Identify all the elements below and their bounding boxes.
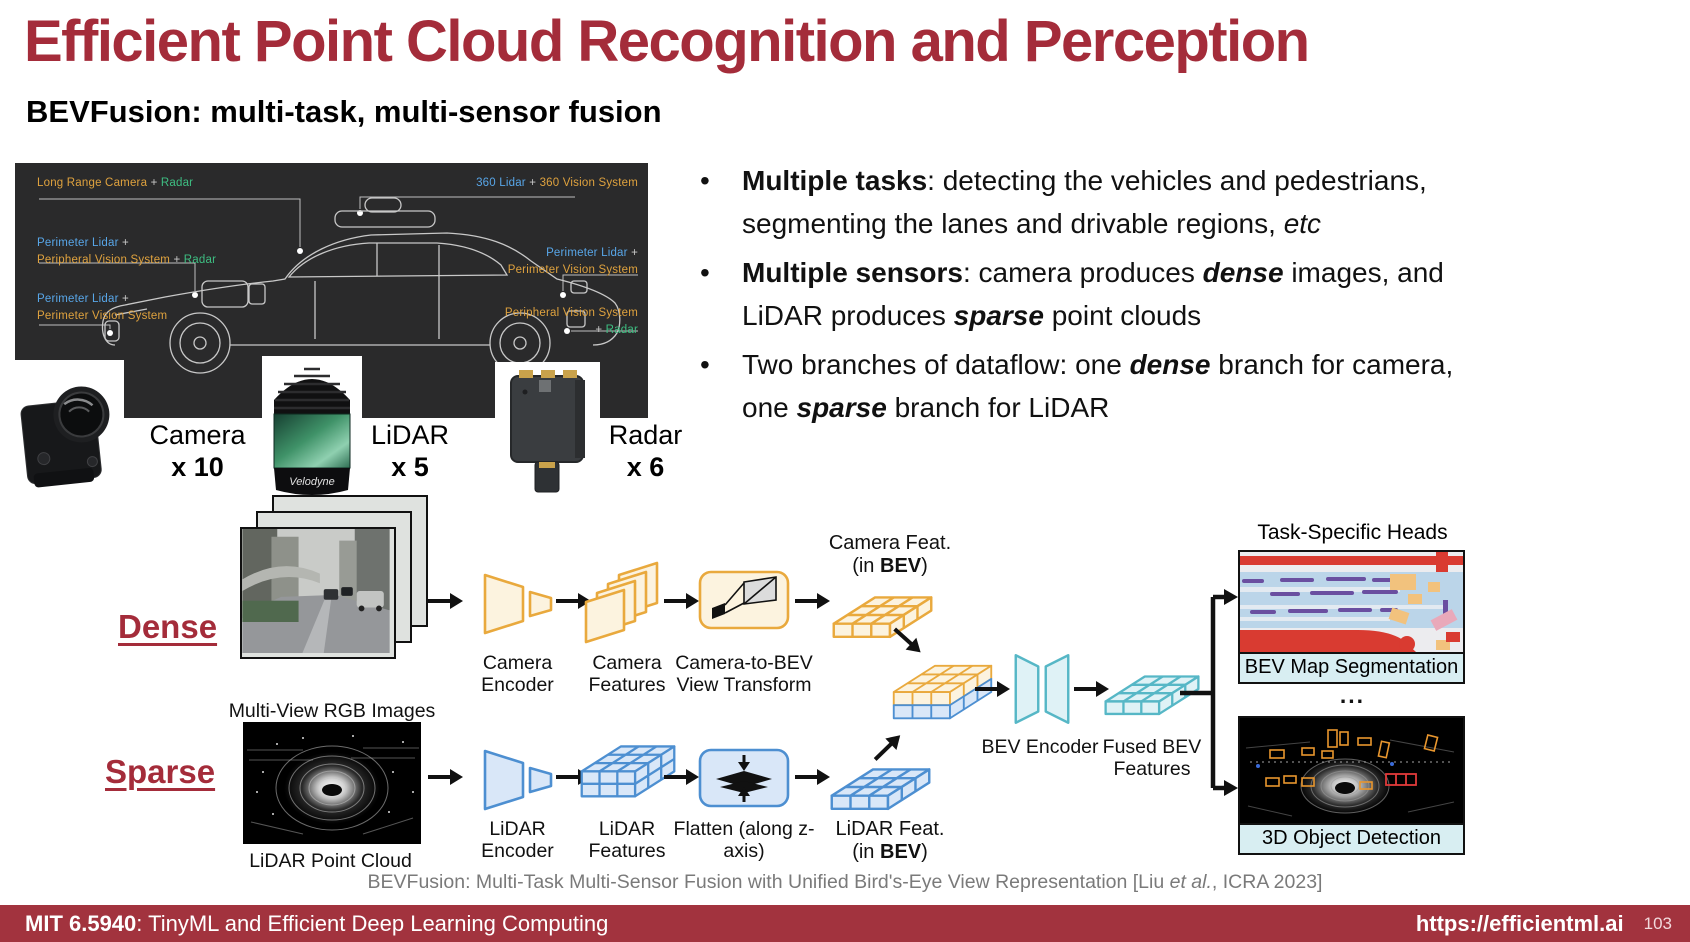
- bullet-marker: •: [700, 349, 710, 381]
- sparse-branch-label: Sparse: [105, 753, 216, 790]
- lidar-cloud-caption: LiDAR Point Cloud: [249, 850, 412, 872]
- footer-course: MIT 6.5940: TinyML and Efficient Deep Learning Computing: [25, 910, 609, 936]
- radar-label: [598, 420, 693, 484]
- lidar-brand: Velodyne: [289, 476, 335, 488]
- arrow-to-lidar-feat-bev: [795, 768, 831, 786]
- bullet-multiple-sensors: • Multiple sensors: camera produces dense images, and LiDAR produces sparse point clouds: [700, 252, 1460, 337]
- sensor-dots: [107, 210, 570, 336]
- car-label-perimeter-lidar-front: Perimeter Lidar + Perimeter Vision System: [37, 293, 168, 322]
- lidar-feat-bev-label: LiDAR Feat. (in BEV): [835, 818, 945, 863]
- flatten-icon: [698, 748, 790, 808]
- car-label-perimeter-lidar-rear: Perimeter Lidar + Perimeter Vision System: [507, 247, 638, 276]
- merged-bev-features-icon: [890, 652, 995, 747]
- lidar-features-icon: [578, 734, 678, 823]
- object-detection-caption: 3D Object Detection: [1240, 823, 1463, 853]
- task-heads-bracket: [1180, 555, 1242, 805]
- fused-features-caption: Fused BEV Features: [1102, 736, 1202, 781]
- lidar-encoder-icon: [482, 748, 554, 812]
- flatten-caption: Flatten (along z-axis): [673, 818, 815, 863]
- bev-map-segmentation-image: [1240, 552, 1463, 652]
- object-detection-panel: [1238, 716, 1465, 855]
- camera-feat-bev-label: Camera Feat. (in BEV): [828, 532, 952, 577]
- footer-bar: [0, 905, 1690, 942]
- citation: BEVFusion: Multi-Task Multi-Sensor Fusion with Unified Bird's-Eye View Representation [Liu et al., ICRA 2023]: [367, 871, 1323, 893]
- bev-encoder-caption: BEV Encoder: [981, 736, 1099, 758]
- sensor-count: x 5: [391, 451, 429, 482]
- arrow-to-camera-feat-bev: [795, 592, 831, 610]
- lidar-feat-bev-grid: [828, 756, 933, 826]
- bullet-marker: •: [700, 165, 710, 196]
- sensor-name: LiDAR: [370, 420, 450, 450]
- bev-map-segmentation-caption: BEV Map Segmentation: [1240, 652, 1463, 682]
- camera-features-caption: Camera Features: [588, 652, 666, 697]
- arrow-cloud-to-lidar-encoder: [428, 768, 464, 786]
- more-tasks-ellipsis: ...: [1339, 682, 1366, 708]
- radar-photo: [495, 362, 600, 500]
- footer-url-link[interactable]: https://efficientml.ai: [1415, 910, 1624, 936]
- camera-label: [140, 420, 255, 484]
- bev-map-segmentation-panel: [1238, 550, 1465, 684]
- page-number: 103: [1643, 913, 1672, 933]
- rgb-frame-front: [240, 527, 396, 659]
- multiview-rgb-images: [240, 495, 426, 657]
- page-title: Efficient Point Cloud Recognition and Perception: [24, 9, 1309, 74]
- bullet-list: [700, 160, 1460, 436]
- bullet-multiple-tasks: • Multiple tasks: detecting the vehicles and pedestrians, segmenting the lanes and drivable regions, etc: [700, 160, 1460, 245]
- lidar-point-cloud-image: [243, 722, 421, 844]
- arrow-to-bev-encoder: [975, 680, 1011, 698]
- dense-branch-label: Dense: [118, 608, 218, 645]
- camera-to-bev-icon: [698, 570, 790, 630]
- car-label-perimeter-lidar-peripheral: Perimeter Lidar + Peripheral Vision System + Radar: [37, 237, 217, 266]
- car-label-long-range-camera: Long Range Camera + Radar: [37, 177, 194, 189]
- arrow-to-flatten: [664, 768, 700, 786]
- lidar-label: [360, 420, 460, 484]
- camera-photo: [12, 360, 124, 502]
- lidar-features-caption: LiDAR Features: [588, 818, 666, 863]
- subtitle: BEVFusion: multi-task, multi-sensor fusion: [26, 94, 662, 129]
- lidar-photo: [262, 356, 362, 500]
- sensor-count: x 10: [171, 451, 224, 482]
- sensor-count: x 6: [626, 451, 665, 482]
- bullet-marker: •: [700, 257, 710, 289]
- car-label-peripheral-vision-radar: Peripheral Vision System + Radar: [504, 307, 638, 336]
- arrow-to-view-transform: [664, 592, 700, 610]
- camera-encoder-caption: Camera Encoder: [481, 652, 554, 697]
- task-heads-title: Task-Specific Heads: [1257, 521, 1448, 544]
- car-label-360-lidar: 360 Lidar + 360 Vision System: [476, 177, 638, 189]
- lidar-encoder-caption: LiDAR Encoder: [481, 818, 554, 863]
- object-detection-image: [1240, 718, 1463, 823]
- bev-encoder-icon: [1012, 650, 1072, 728]
- sensor-name: Camera: [149, 420, 246, 450]
- sensor-name: Radar: [608, 420, 683, 450]
- bullet-two-branches: • Two branches of dataflow: one dense branch for camera, one sparse branch for LiDAR: [700, 344, 1460, 429]
- multiview-caption: Multi-View RGB Images: [228, 700, 436, 722]
- camera-features-icon: [582, 560, 674, 644]
- camera-to-bev-caption: Camera-to-BEV View Transform: [675, 652, 813, 697]
- arrow-img-to-camera-encoder: [428, 592, 464, 610]
- camera-encoder-icon: [482, 572, 554, 636]
